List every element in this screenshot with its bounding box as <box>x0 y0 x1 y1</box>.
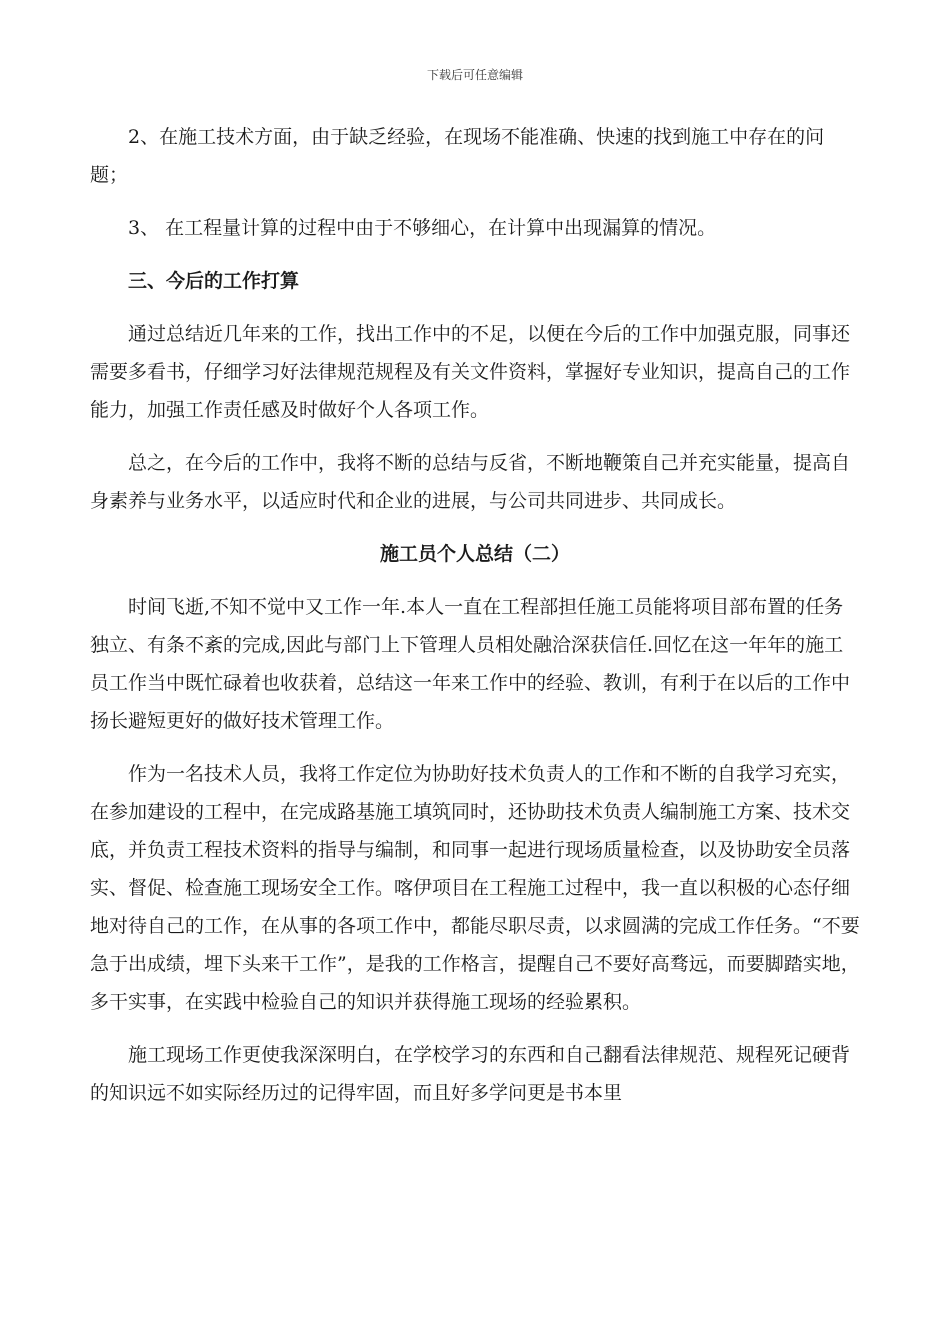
paragraph: 施工现场工作更使我深深明白，在学校学习的东西和自己翻看法律规范、规程死记硬背的知识远不如实际经历过的记得牢固，而且好多学问更是书本里 <box>90 1044 851 1104</box>
paragraph: 作为一名技术人员，我将工作定位为协助好技术负责人的工作和不断的自我学习充实，在参加建设的工程中，在完成路基施工填筑同时，还协助技术负责人编制施工方案、技术交底，并负责工程技术资料的指导与编制，和同事一起进行现场质量检查，以及协助安全员落实、督促、检查施工现场安全工作。喀伊项目在工程施工过程中，我一直以积极的心态仔细地对待自己的工作，在从事的各项工作中，都能尽职尽责，以求圆满的完成工作任务。“不要急于出成绩，埋下头来干工作”，是我的工作格言，提醒自己不要好高骛远，而要脚踏实地，多干实事，在实践中检验自己的知识并获得施工现场的经验累积。 <box>90 763 860 1013</box>
section-heading: 三、今后的工作打算 <box>128 270 300 292</box>
page-header-note: 下载后可任意编辑 <box>426 68 523 82</box>
paragraph: 时间飞逝,不知不觉中又工作一年.本人一直在工程部担任施工员能将项目部布置的任务独立、有条不紊的完成,因此与部门上下管理人员相处融洽深获信任.回忆在这一年年的施工员工作当中既忙碌着也收获着，总结这一年来工作中的经验、教训，有利于在以后的工作中扬长避短更好的做好技术管理工作。 <box>90 596 851 732</box>
list-item: 3、 在工程量计算的过程中由于不够细心，在计算中出现漏算的情况。 <box>128 217 717 239</box>
document-title: 施工员个人总结（二） <box>379 543 570 565</box>
list-item: 2、在施工技术方面，由于缺乏经验，在现场不能准确、快速的找到施工中存在的问题； <box>90 126 825 186</box>
paragraph: 总之，在今后的工作中，我将不断的总结与反省，不断地鞭策自己并充实能量，提高自身素养与业务水平，以适应时代和企业的进展，与公司共同进步、共同成长。 <box>90 452 851 512</box>
paragraph: 通过总结近几年来的工作，找出工作中的不足，以便在今后的工作中加强克服，同事还需要多看书，仔细学习好法律规范规程及有关文件资料，掌握好专业知识，提高自己的工作能力，加强工作责任感及时做好个人各项工作。 <box>90 323 851 421</box>
document-body <box>90 118 860 1127</box>
